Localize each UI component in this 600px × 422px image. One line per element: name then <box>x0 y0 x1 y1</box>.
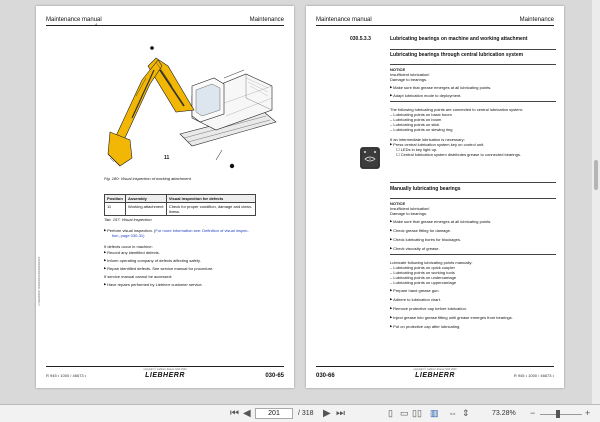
notice-rule <box>390 101 556 102</box>
notice-label: NOTICE <box>390 67 406 72</box>
side-code: LFR/en/030/07.00/00000000000/000000000 <box>38 256 41 306</box>
manual-intro: Lubricate following lubricating points manually: <box>390 260 473 265</box>
manual-step: ▶ Inject grease into grease fitting until grease emerges from bearings. <box>390 315 513 320</box>
page-total: / 318 <box>298 410 314 417</box>
notice-rule <box>390 198 556 199</box>
liebherr-logo: LIEBHERR <box>145 372 185 379</box>
column-header: Assembly <box>125 195 166 203</box>
notice-step: ▶ Check lubricating bores for blockages. <box>390 237 461 242</box>
subsection-title: Manually lubricating bearings <box>390 186 461 192</box>
vertical-scrollbar[interactable] <box>592 0 600 404</box>
first-page-icon[interactable]: ⏮ <box>230 408 239 419</box>
table-cell: Check for proper condition, damage and clean- liness. <box>166 203 255 216</box>
liebherr-logo: LIEBHERR <box>415 372 455 379</box>
continuous-view-icon[interactable]: ▭ <box>400 408 409 418</box>
list-item: – Lubricating points on working tools <box>390 270 455 275</box>
last-page-icon[interactable]: ⏭ <box>336 408 345 419</box>
points-intro: The following lubricating points are connected to central lubrication system: <box>390 107 523 112</box>
subsection-title: Lubricating bearings through central lubrication system <box>390 52 524 58</box>
document-code: R 945 • 1000 / 46673 • <box>46 373 87 378</box>
inspection-table <box>104 194 256 216</box>
manual-step: ▶ Adhere to lubrication chart. <box>390 297 441 302</box>
viewer-toolbar <box>0 404 600 422</box>
single-page-view-icon[interactable]: ▯ <box>388 408 393 418</box>
manual-step: ▶ Prepare hand grease gun. <box>390 288 440 293</box>
list-item: – Lubricating points on stick <box>390 122 440 127</box>
list-item: – Lubricating points on quick coupler <box>390 265 455 270</box>
central-lubrication-key-icon <box>360 147 380 169</box>
fit-page-icon[interactable]: ⇕ <box>462 408 470 418</box>
header-right: Maintenance <box>519 17 554 23</box>
notice-line: Damage to bearings. <box>390 77 428 82</box>
notice-step: ▶ Check grease fitting for damage. <box>390 228 451 233</box>
table-cell: Working attachment <box>125 203 166 216</box>
document-code: R 945 • 1000 / 46673 • <box>513 373 554 378</box>
section-number: 030.5.3.3 <box>350 36 371 42</box>
notice-line: Insufficient lubrication! <box>390 72 430 77</box>
page-number: 030-65 <box>265 373 284 379</box>
right-page <box>306 6 564 388</box>
step-visual-inspection: ▶ Perform visual inspection. (For more information see: Definition of visual inspec- tion, page 030-31) <box>104 228 249 238</box>
cross-reference-link-cont[interactable]: tion, page 030-31) <box>112 233 145 238</box>
list-item: – Lubricating points on boom <box>390 117 442 122</box>
table-header-row <box>105 195 256 203</box>
header-right: Maintenance <box>249 17 284 23</box>
header-left: Maintenance manual <box>316 17 372 23</box>
scrollbar-thumb[interactable] <box>594 160 598 190</box>
notice-label: NOTICE <box>390 201 406 206</box>
page-number-input[interactable]: 201 <box>255 408 293 419</box>
intermediate-condition: If an intermediate lubrication is necessary: <box>390 137 465 142</box>
fit-width-icon[interactable]: ⇔ <box>448 408 457 418</box>
list-item: – Lubricating points on uppercarriage <box>390 280 457 285</box>
notice-step: ▶ Check viscosity of grease. <box>390 246 440 251</box>
next-page-icon[interactable]: ▶ <box>323 408 331 419</box>
copyright: copyright © Liebherr-France SAS 2020 <box>413 368 457 371</box>
service-step: ▶ Have repairs performed by Liebherr customer service. <box>104 282 203 287</box>
callout-11: 11 <box>164 155 170 161</box>
page-number: 030-66 <box>316 373 335 379</box>
divider <box>390 49 556 50</box>
defect-step: ▶ Record any identified defects. <box>104 250 160 255</box>
condition-defects: If defects occur in machine: <box>104 244 153 249</box>
defect-step: ▶ Repair identified defects. See service manual for procedure. <box>104 266 213 271</box>
cross-reference-link[interactable]: For more information see: Definition of visual inspec- <box>155 228 249 233</box>
defect-step: ▶ Inform operating company of defects affecting safety. <box>104 258 201 263</box>
two-page-view-icon[interactable]: ▯▯ <box>412 408 422 418</box>
zoom-slider-handle[interactable] <box>556 410 560 418</box>
table-row <box>105 203 256 216</box>
zoom-slider[interactable] <box>540 414 582 415</box>
callout-4: 4 <box>95 22 98 27</box>
result-item: ☐ Central lubrication system distributes grease to connected bearings. <box>396 152 521 157</box>
page-header <box>46 17 284 26</box>
zoom-in-icon[interactable]: + <box>585 408 591 418</box>
notice-line: Insufficient lubrication! <box>390 206 430 211</box>
notice-rule <box>390 254 556 255</box>
figure-caption: Fig. 180: Visual inspection of working attachment <box>104 176 191 181</box>
notice-step: ▶ Adapt lubrication mode to deployment. <box>390 93 461 98</box>
divider <box>390 182 556 183</box>
page-header <box>316 17 554 26</box>
section-title: Lubricating bearings on machine and working attachment <box>390 36 528 42</box>
list-item: – Lubricating points on basic boom <box>390 112 452 117</box>
result-item: ☐ LEDs in key light up. <box>396 147 438 152</box>
intermediate-step: ▶ Press central lubrication system key on control unit. <box>390 142 484 147</box>
page-footer <box>316 366 554 380</box>
table-cell: 11 <box>105 203 126 216</box>
notice-step: ▶ Make sure that grease emerges at all lubricating points. <box>390 219 491 224</box>
notice-step: ▶ Make sure that grease emerges at all lubricating points. <box>390 85 491 90</box>
zoom-out-icon[interactable]: − <box>530 408 536 418</box>
header-left: Maintenance manual <box>46 17 102 23</box>
list-item: – Lubricating points on slewing ring <box>390 127 453 132</box>
table-caption: Tab. 157: Visual inspection <box>104 217 152 222</box>
column-header: Visual inspection for defects <box>166 195 255 203</box>
manual-step: ▶ Remove protective cap before lubrication. <box>390 306 467 311</box>
page-footer <box>46 366 284 380</box>
column-header: Position <box>105 195 126 203</box>
notice-line: Damage to bearings. <box>390 211 428 216</box>
list-item: – Lubricating points on undercarriage <box>390 275 457 280</box>
excavator-illustration <box>96 26 282 174</box>
two-page-continuous-icon[interactable]: ▥ <box>430 408 439 418</box>
condition-service: If service manual cannot be accessed: <box>104 274 173 279</box>
left-page <box>36 6 294 388</box>
previous-page-icon[interactable]: ◀ <box>243 408 251 419</box>
copyright: copyright © Liebherr-France SAS 2020 <box>143 368 187 371</box>
zoom-level: 73.28% <box>492 410 516 417</box>
notice-rule <box>390 64 556 65</box>
manual-step: ▶ Put on protective cap after lubricating. <box>390 324 460 329</box>
